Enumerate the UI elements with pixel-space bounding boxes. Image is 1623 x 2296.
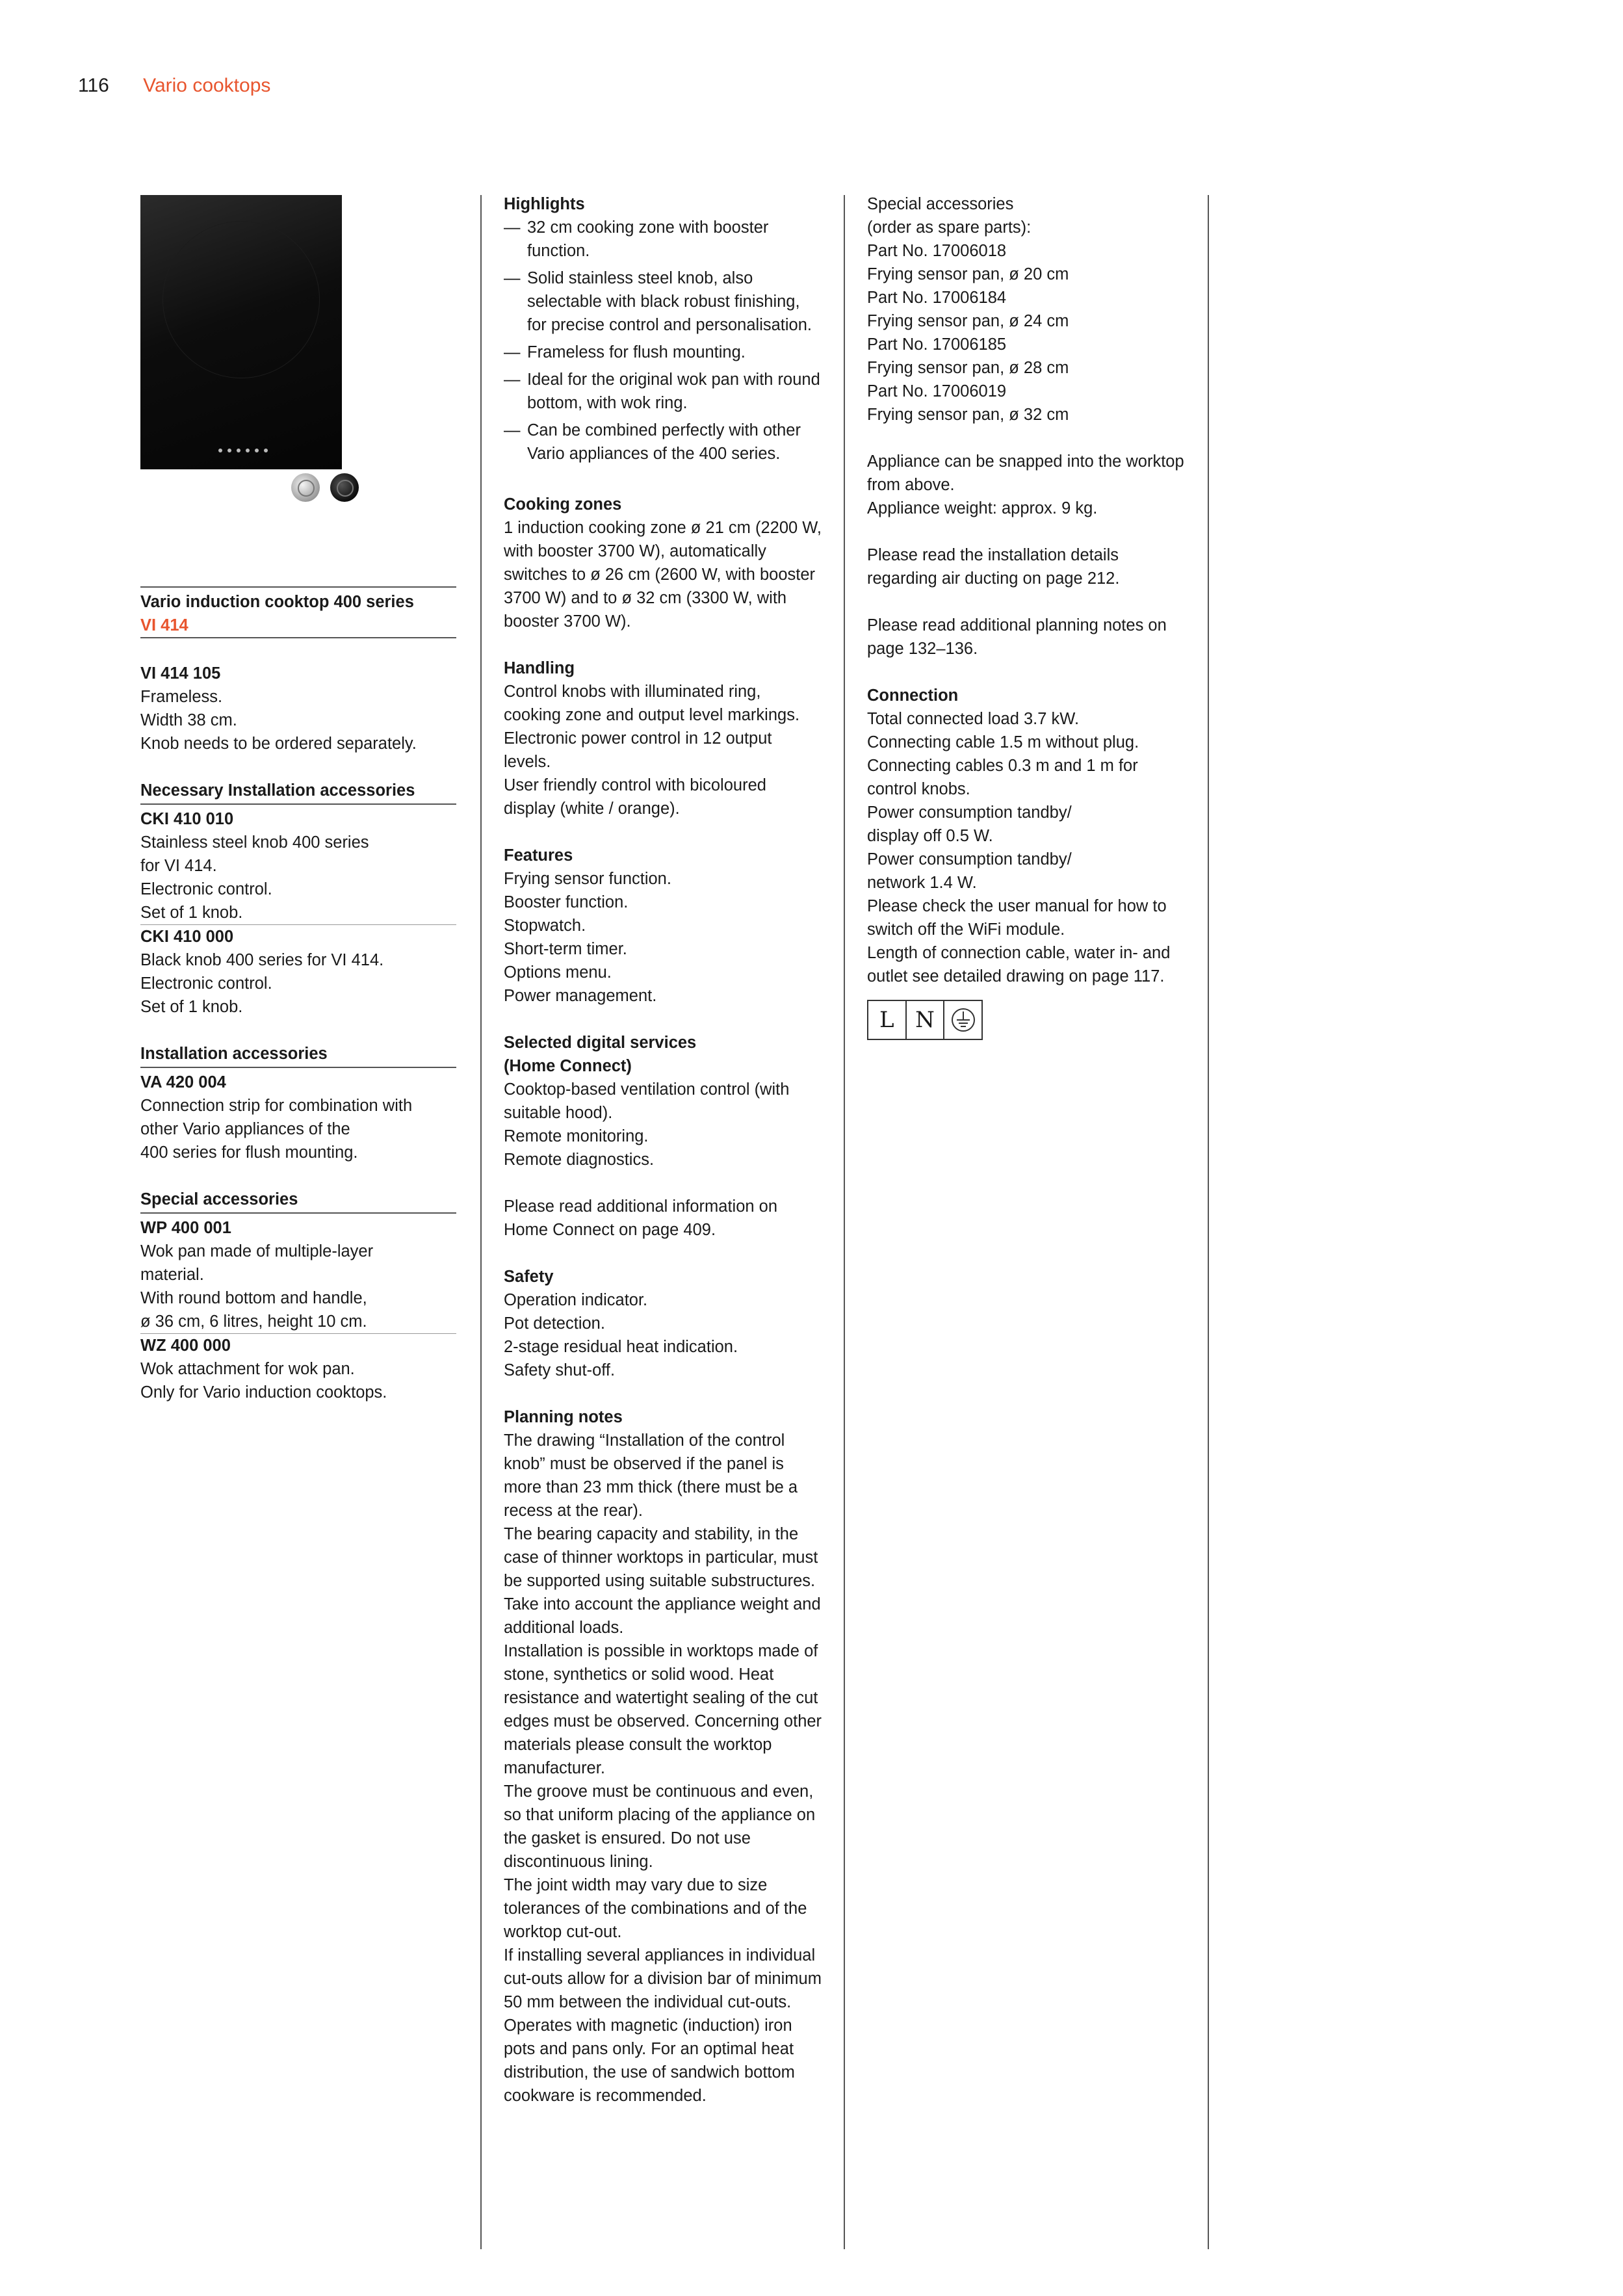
safety-line: Operation indicator.	[504, 1291, 648, 1309]
accessory-line: Electronic control.	[140, 974, 272, 993]
connection-line: Power consumption tandby/	[867, 803, 1072, 822]
installation-accessories-heading: Installation accessories	[140, 1042, 456, 1068]
feature-line: Booster function.	[504, 893, 629, 911]
page-header	[78, 73, 270, 99]
special-accessories-heading: Special accessories	[140, 1188, 456, 1214]
spare-line: Frying sensor pan, ø 24 cm	[867, 312, 1069, 330]
knob-images	[140, 469, 456, 508]
accessory-line: Set of 1 knob.	[140, 904, 243, 922]
cooking-zones-heading: Cooking zones	[504, 495, 622, 514]
planning-line: The groove must be continuous and even, so that uniform placing of the appliance on the gasket is ensured. Do not use discontinuous lining.	[504, 1782, 816, 1871]
column-divider	[1208, 195, 1209, 2249]
column-accessories-connection	[867, 192, 1192, 1040]
highlights-heading: Highlights	[504, 195, 585, 213]
digital-line: Remote monitoring.	[504, 1127, 649, 1145]
feature-line: Power management.	[504, 987, 657, 1005]
digital-services-subheading: (Home Connect)	[504, 1057, 632, 1075]
necessary-accessories-heading: Necessary Installation accessories	[140, 779, 456, 805]
accessory-code: WP 400 001	[140, 1219, 231, 1237]
accessory-line: Connection strip for combination with	[140, 1097, 413, 1115]
line-symbol: L	[868, 1001, 907, 1039]
cooking-zones-text: 1 induction cooking zone ø 21 cm (2200 W, with booster 3700 W), automatically switches to ø 26 cm (2600 W, with booster 3700 W) and to ø 32 cm (3300 W, with booster 3700 W).	[504, 519, 822, 631]
column-divider	[480, 195, 482, 2249]
planning-line: The bearing capacity and stability, in the case of thinner worktops in particular, must be supported using suitable substructures. Take into account the appliance weight and additional loads.	[504, 1525, 821, 1637]
connection-line: Power consumption tandby/	[867, 850, 1072, 868]
product-title: Vario induction cooktop 400 series	[140, 593, 414, 611]
accessory-line: material.	[140, 1266, 204, 1284]
connection-line: display off 0.5 W.	[867, 827, 993, 845]
accessory-line: Set of 1 knob.	[140, 998, 243, 1016]
model-line: Width 38 cm.	[140, 711, 237, 729]
handling-heading: Handling	[504, 659, 575, 677]
cooking-zone-marking	[162, 221, 320, 378]
planning-pages-note: Please read additional planning notes on page 132–136.	[867, 616, 1167, 658]
home-connect-note: Please read additional information on Home Connect on page 409.	[504, 1197, 778, 1239]
air-ducting-note: Please read the installation details regarding air ducting on page 212.	[867, 546, 1120, 588]
planning-line: The joint width may vary due to size tolerances of the combinations and of the worktop cut-out.	[504, 1876, 807, 1941]
accessory-code: CKI 410 000	[140, 924, 456, 948]
feature-line: Options menu.	[504, 963, 612, 982]
stainless-knob-image	[291, 473, 320, 502]
planning-line: If installing several appliances in individual cut-outs allow for a division bar of minimum 50 mm between the individual cut-outs.	[504, 1946, 822, 2011]
connection-line: Please check the user manual for how to switch off the WiFi module.	[867, 897, 1167, 939]
highlight-item: — Can be combined perfectly with other Vario appliances of the 400 series.	[504, 419, 822, 465]
accessory-line: other Vario appliances of the	[140, 1120, 350, 1138]
spare-line: Part No. 17006019	[867, 382, 1007, 400]
safety-line: 2-stage residual heat indication.	[504, 1338, 738, 1356]
accessory-line: Black knob 400 series for VI 414.	[140, 951, 384, 969]
spare-line: Part No. 17006184	[867, 289, 1007, 307]
accessory-code: VA 420 004	[140, 1073, 226, 1091]
planning-notes-heading: Planning notes	[504, 1408, 623, 1426]
spare-line: Special accessories	[867, 195, 1014, 213]
accessory-line: Only for Vario induction cooktops.	[140, 1383, 387, 1402]
spare-line: Frying sensor pan, ø 20 cm	[867, 265, 1069, 283]
connection-line: network 1.4 W.	[867, 874, 977, 892]
accessory-line: Wok pan made of multiple-layer	[140, 1242, 374, 1260]
column-divider	[844, 195, 845, 2249]
spare-line: Part No. 17006185	[867, 335, 1007, 354]
highlight-item: — Frameless for flush mounting.	[504, 341, 822, 364]
features-heading: Features	[504, 846, 573, 865]
handling-line: Electronic power control in 12 output levels.	[504, 729, 772, 771]
planning-line: Installation is possible in worktops made of stone, synthetics or solid wood. Heat resistance and watertight sealing of the cut edges must be observed. Concerning other materials please consult the worktop manufacturer.	[504, 1642, 822, 1777]
column-specifications	[504, 192, 822, 2107]
spare-line: Frying sensor pan, ø 32 cm	[867, 406, 1069, 424]
feature-line: Stopwatch.	[504, 917, 586, 935]
column-product	[140, 195, 456, 1404]
electrical-symbols	[867, 1000, 983, 1040]
model-line: Frameless.	[140, 688, 223, 706]
highlight-item: — Solid stainless steel knob, also selectable with black robust finishing, for precise control and personalisation.	[504, 267, 822, 337]
accessory-line: With round bottom and handle,	[140, 1289, 367, 1307]
safety-line: Safety shut-off.	[504, 1361, 616, 1379]
model-line: Knob needs to be ordered separately.	[140, 735, 417, 753]
connection-line: Total connected load 3.7 kW.	[867, 710, 1080, 728]
control-display	[218, 436, 296, 445]
model-number: VI 414 105	[140, 664, 221, 683]
connection-line: Length of connection cable, water in- and outlet see detailed drawing on page 117.	[867, 944, 1171, 985]
black-knob-image	[330, 473, 359, 502]
highlight-item: — 32 cm cooking zone with booster function.	[504, 216, 822, 263]
accessory-line: Wok attachment for wok pan.	[140, 1360, 355, 1378]
connection-heading: Connection	[867, 686, 959, 705]
accessory-code: WZ 400 000	[140, 1333, 456, 1357]
highlight-item: — Ideal for the original wok pan with round bottom, with wok ring.	[504, 368, 822, 415]
safety-line: Pot detection.	[504, 1314, 605, 1333]
connection-line: Connecting cable 1.5 m without plug.	[867, 733, 1139, 751]
spare-line: Part No. 17006018	[867, 242, 1007, 260]
digital-line: Remote diagnostics.	[504, 1151, 655, 1169]
accessory-line: 400 series for flush mounting.	[140, 1143, 358, 1162]
snap-line: Appliance weight: approx. 9 kg.	[867, 499, 1098, 517]
feature-line: Short-term timer.	[504, 940, 627, 958]
section-title: Vario cooktops	[143, 75, 271, 96]
highlights-list	[504, 216, 822, 465]
digital-line: Cooktop-based ventilation control (with suitable hood).	[504, 1080, 790, 1122]
planning-line: The drawing “Installation of the control knob” must be observed if the panel is more than 23 mm thick (there must be a recess at the rear).	[504, 1431, 798, 1520]
spare-line: (order as spare parts):	[867, 218, 1032, 237]
digital-services-heading: Selected digital services	[504, 1034, 697, 1052]
accessory-line: for VI 414.	[140, 857, 217, 875]
handling-line: User friendly control with bicoloured display (white / orange).	[504, 776, 766, 818]
spare-line: Frying sensor pan, ø 28 cm	[867, 359, 1069, 377]
accessory-line: Stainless steel knob 400 series	[140, 833, 369, 852]
product-code: VI 414	[140, 616, 188, 634]
ground-icon	[944, 1001, 981, 1039]
safety-heading: Safety	[504, 1268, 554, 1286]
handling-line: Control knobs with illuminated ring, cooking zone and output level markings.	[504, 683, 800, 724]
connection-line: Connecting cables 0.3 m and 1 m for control knobs.	[867, 757, 1138, 798]
planning-line: Operates with magnetic (induction) iron pots and pans only. For an optimal heat distribution, the use of sandwich bottom cookware is recommended.	[504, 2016, 795, 2105]
accessory-code: CKI 410 010	[140, 810, 234, 828]
cooktop-image	[140, 195, 342, 469]
page-number: 116	[78, 75, 109, 96]
snap-line: Appliance can be snapped into the worktop from above.	[867, 452, 1184, 494]
accessory-line: ø 36 cm, 6 litres, height 10 cm.	[140, 1312, 367, 1331]
neutral-symbol: N	[907, 1001, 945, 1039]
accessory-line: Electronic control.	[140, 880, 272, 898]
feature-line: Frying sensor function.	[504, 870, 671, 888]
product-title-block	[140, 586, 456, 638]
